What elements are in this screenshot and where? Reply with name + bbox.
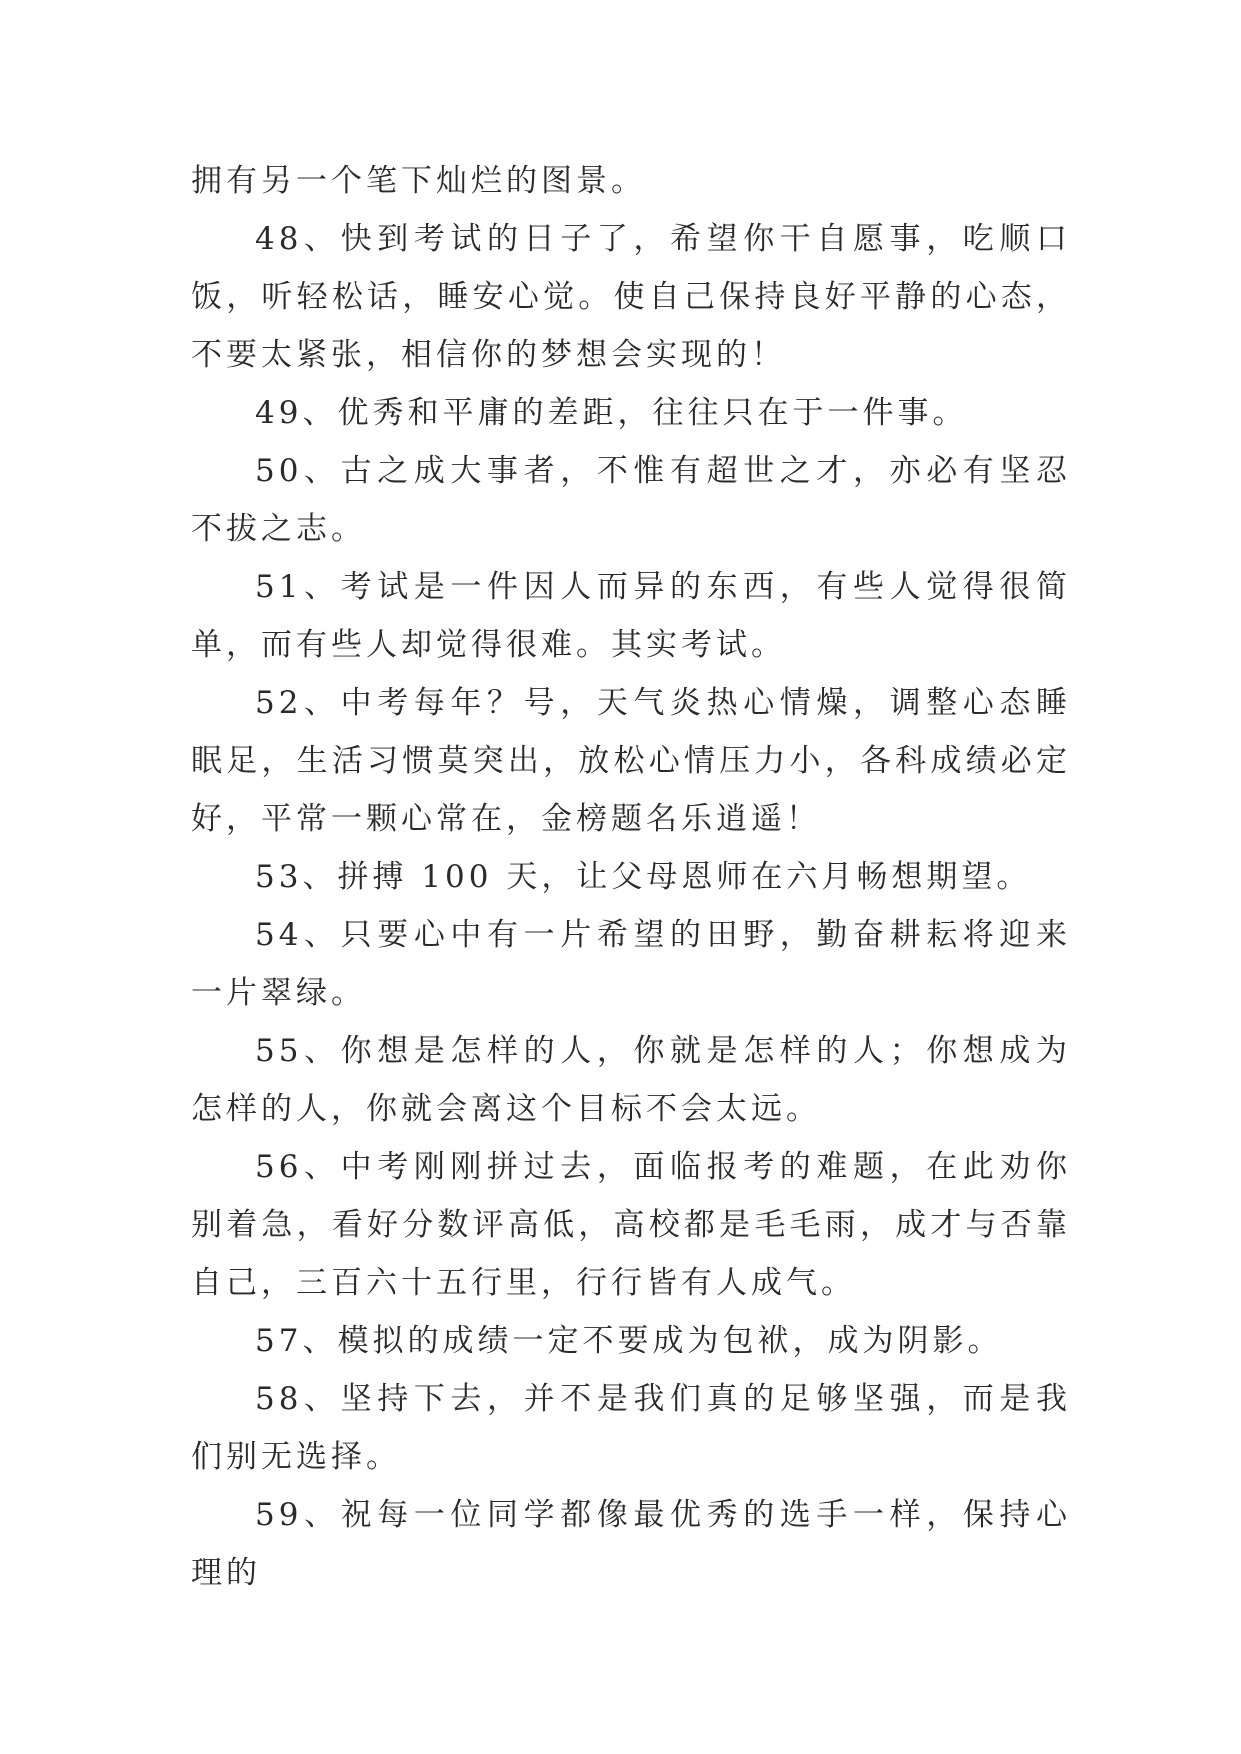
paragraph-48: 48、快到考试的日子了，希望你干自愿事，吃顺口饭，听轻松话，睡安心觉。使自己保持良好平静的心态，不要太紧张，相信你的梦想会实现的！ [191, 221, 1071, 373]
paragraph-continuation: 拥有另一个笔下灿烂的图景。 [191, 163, 646, 199]
paragraph-59: 59、祝每一位同学都像最优秀的选手一样，保持心理的 [191, 1497, 1071, 1591]
paragraph-57: 57、模拟的成绩一定不要成为包袱，成为阴影。 [255, 1323, 1003, 1359]
paragraph-55: 55、你想是怎样的人，你就是怎样的人；你想成为怎样的人，你就会离这个目标不会太远。 [191, 1033, 1071, 1127]
paragraph-51: 51、考试是一件因人而异的东西，有些人觉得很简单，而有些人却觉得很难。其实考试。 [191, 569, 1071, 663]
paragraph-49: 49、优秀和平庸的差距，往往只在于一件事。 [255, 395, 968, 431]
paragraph-54: 54、只要心中有一片希望的田野，勤奋耕耘将迎来一片翠绿。 [191, 917, 1071, 1011]
paragraph-56: 56、中考刚刚拼过去，面临报考的难题，在此劝你别着急，看好分数评高低，高校都是毛毛雨，成才与否靠自己，三百六十五行里，行行皆有人成气。 [191, 1149, 1071, 1301]
paragraph-53: 53、拼搏 100 天，让父母恩师在六月畅想期望。 [255, 859, 1032, 895]
paragraph-52: 52、中考每年？号，天气炎热心情燥，调整心态睡眠足，生活习惯莫突出，放松心情压力小，各科成绩必定好，平常一颗心常在，金榜题名乐逍遥！ [191, 685, 1071, 837]
paragraph-50: 50、古之成大事者，不惟有超世之才，亦必有坚忍不拔之志。 [191, 453, 1071, 547]
document-body [191, 152, 1071, 1602]
paragraph-58: 58、坚持下去，并不是我们真的足够坚强，而是我们别无选择。 [191, 1381, 1071, 1475]
